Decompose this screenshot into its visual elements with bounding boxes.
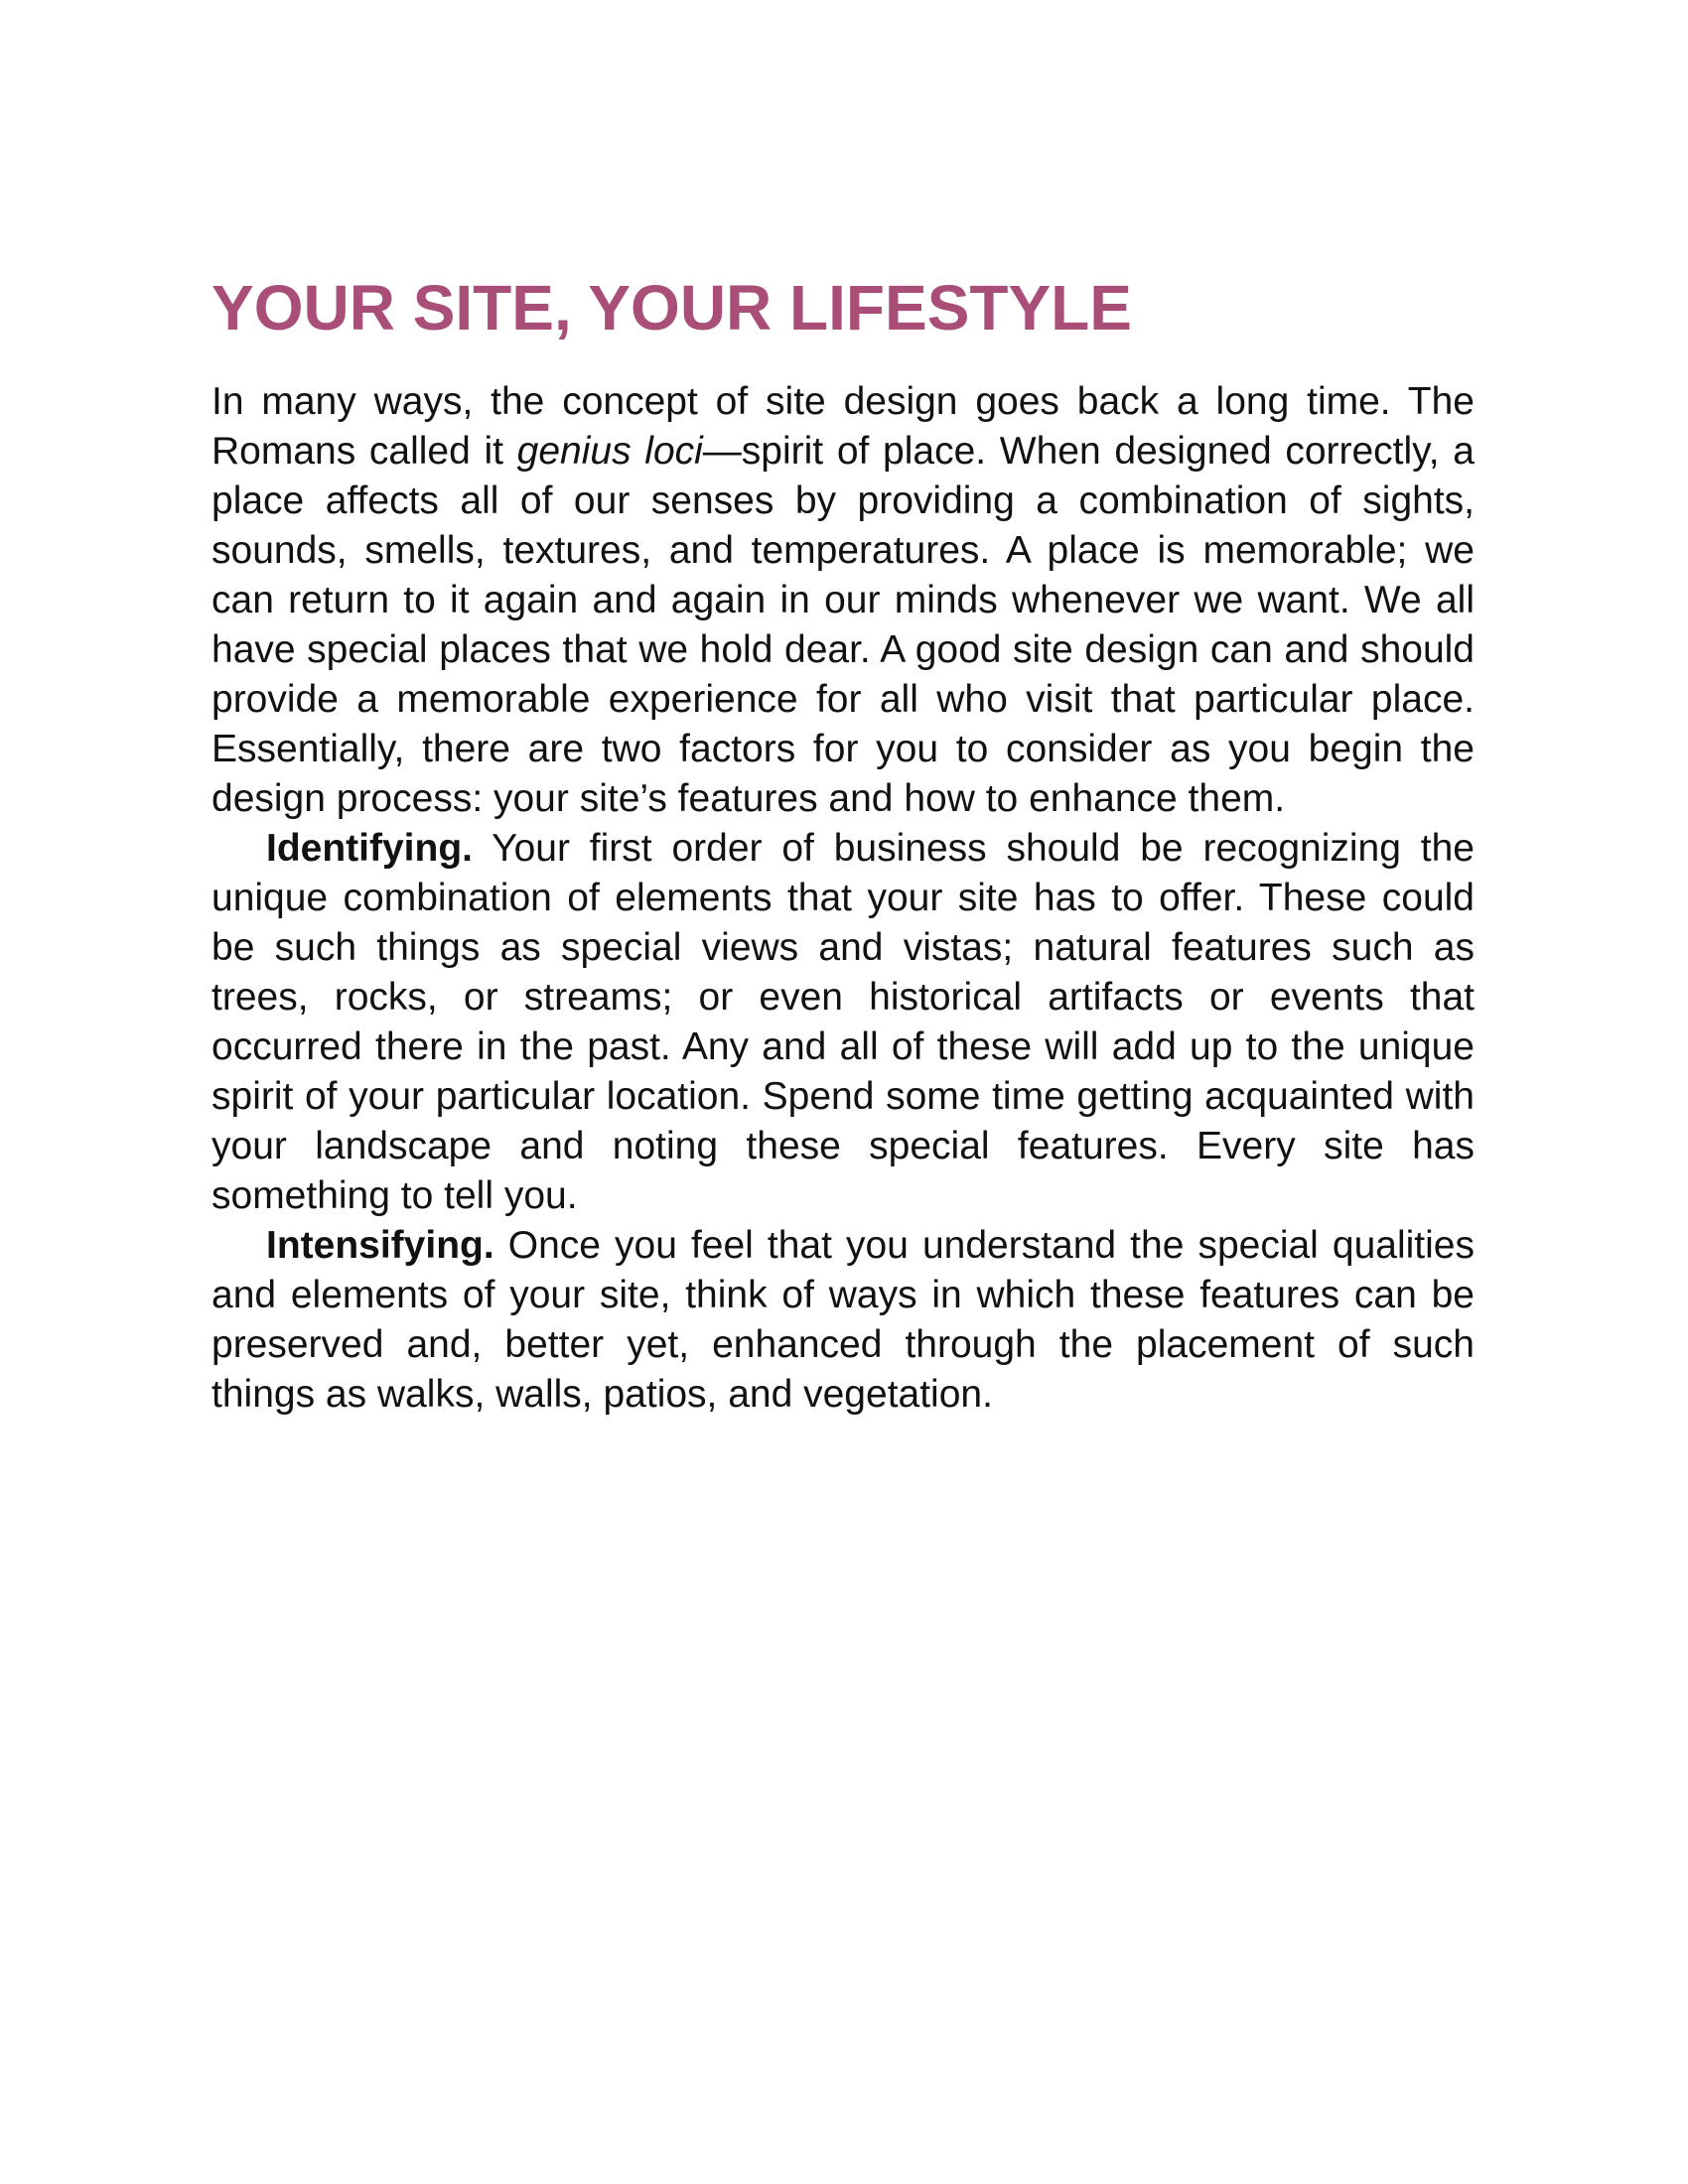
- intro-text-start: In many ways, the concept of site design goes back a long time. The Romans called it: [211, 380, 1475, 473]
- document-page: [211, 260, 1475, 1420]
- page-title: YOUR SITE, YOUR LIFESTYLE: [211, 272, 1132, 343]
- intro-text-end: —spirit of place. When designed correctly, a place affects all of our senses by providing a combination of sights, sounds, smells, textures, and temperatures. A place is memorable; we can return to it again and again in our minds whenever we want. We all have special places that we hold dear. A good site design can and should provide a memorable experience for all who visit that particular place. Essentially, there are two factors for you to consider as you begin the design process: your site’s features and how to enhance them.: [211, 430, 1475, 820]
- intensifying-text: Once you feel that you understand the special qualities and elements of your site, think of ways in which these features can be preserved and, better yet, enhanced through the placement of such things as walks, walls, patios, and vegetation.: [211, 1224, 1475, 1416]
- intensifying-lead: Intensifying.: [266, 1224, 494, 1267]
- identifying-text: Your first order of business should be recognizing the unique combination of elements that your site has to offer. These could be such things as special views and vistas; natural features such as trees, rocks, or streams; or even historical artifacts or events that occurred there in the past. Any and all of these will add up to the unique spirit of your particular location. Spend some time getting acquainted with your landscape and noting these special features. Every site has something to tell you.: [211, 827, 1475, 1217]
- identifying-paragraph: [211, 824, 1475, 1221]
- intro-paragraph: [211, 377, 1475, 824]
- intensifying-paragraph: [211, 1221, 1475, 1420]
- identifying-lead: Identifying.: [266, 827, 473, 870]
- intro-italic-term: genius loci: [516, 430, 703, 473]
